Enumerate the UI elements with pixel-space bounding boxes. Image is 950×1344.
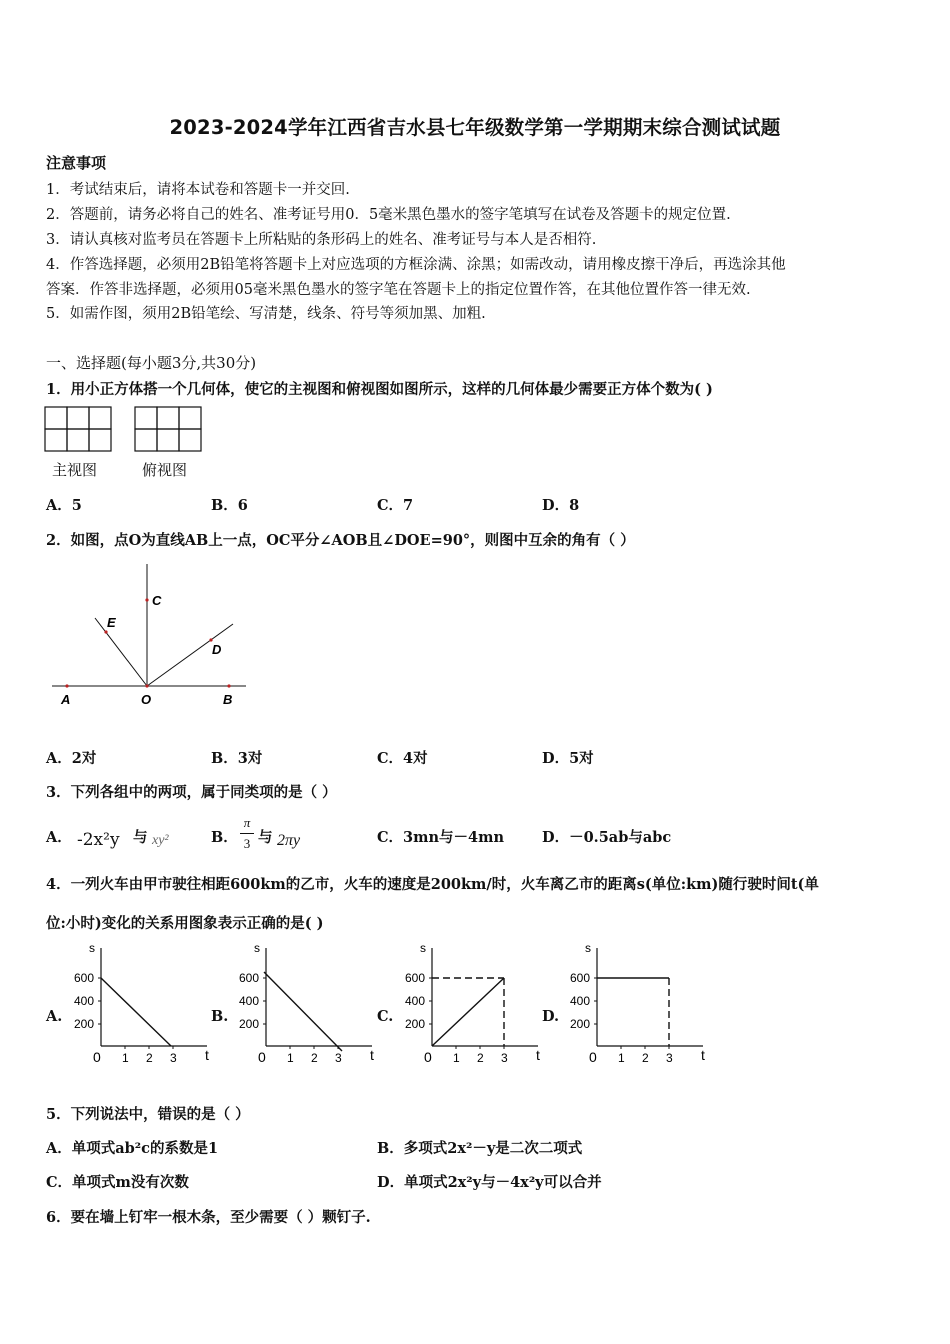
axis-label-t: t — [701, 1047, 705, 1063]
q2-option-d: D．5对 — [542, 750, 594, 767]
q4-graph-svg-c — [397, 938, 547, 1070]
y-tick-label: 400 — [570, 994, 591, 1008]
x-tick-label: 3 — [666, 1051, 673, 1065]
x-tick-label: 3 — [170, 1051, 177, 1065]
q2-option-b: B．3对 — [211, 750, 263, 767]
axis-label-s: s — [89, 941, 95, 955]
x-tick-label: 1 — [618, 1051, 625, 1065]
q3-option-d: D．－0.5ab与abc — [542, 829, 672, 846]
label-b: B — [223, 692, 233, 707]
notice-line: 1．考试结束后，请将本试卷和答题卡一并交回. — [46, 182, 350, 198]
x-tick-label: 2 — [311, 1051, 318, 1065]
y-tick-label: 200 — [239, 1017, 260, 1031]
caption-front-view: 主视图 — [52, 461, 98, 479]
x-tick-label: 2 — [477, 1051, 484, 1065]
y-tick-label: 600 — [239, 971, 260, 985]
notice-line: 4．作答选择题，必须用2B铅笔将答题卡上对应选项的方框涂满、涂黑；如需改动，请用橡皮擦干净后，再选涂其他 — [46, 257, 786, 273]
question-3-text: 3．下列各组中的两项，属于同类项的是（ ） — [46, 784, 337, 801]
x-tick-label: 0 — [93, 1049, 101, 1065]
label-o: O — [141, 692, 152, 707]
section-heading: 一、选择题(每小题3分,共30分) — [46, 354, 257, 372]
q5-option-c: C．单项式m没有次数 — [46, 1174, 189, 1191]
q3-option-b-conj: 与 — [258, 829, 273, 846]
graph-line — [432, 978, 504, 1046]
x-tick-label: 2 — [146, 1051, 153, 1065]
x-tick-label: 3 — [335, 1051, 342, 1065]
x-tick-label: 0 — [258, 1049, 266, 1065]
q3-option-b-fraction-bar — [240, 833, 254, 834]
point-a — [65, 684, 68, 687]
q1-option-a: A．5 — [46, 497, 82, 514]
q2-angle-figure — [40, 560, 260, 715]
q2-option-c: C．4对 — [377, 750, 428, 767]
x-tick-label: 1 — [287, 1051, 294, 1065]
q3-option-b-label: B． — [211, 829, 238, 846]
x-tick-label: 1 — [122, 1051, 129, 1065]
y-tick-label: 200 — [74, 1017, 95, 1031]
q1-view-figures — [44, 406, 204, 456]
point-o — [145, 684, 148, 687]
y-tick-label: 400 — [405, 994, 426, 1008]
point-c — [145, 598, 148, 601]
graph-line — [101, 978, 171, 1046]
q3-option-c: C．3mn与－4mn — [377, 829, 504, 846]
axis-label-t: t — [205, 1047, 209, 1063]
q4-graph-letter-d: D. — [542, 1008, 560, 1025]
q4-graph-svg-d — [562, 938, 712, 1070]
notice-line: 答案．作答非选择题，必须用05毫米黑色墨水的签字笔在答题卡上的指定位置作答，在其他位置作答一律无效. — [46, 282, 751, 298]
y-tick-label: 400 — [74, 994, 95, 1008]
q3-option-a-expr1: -2x²y — [77, 830, 120, 850]
q4-graph-letter-a: A. — [46, 1008, 63, 1025]
label-a: A — [61, 692, 71, 707]
label-d: D — [212, 642, 222, 657]
graph-line — [264, 972, 342, 1051]
q2-option-a: A．2对 — [46, 750, 97, 767]
top-view-grid — [135, 407, 201, 451]
front-view-grid — [45, 407, 111, 451]
q1-option-b: B．6 — [211, 497, 248, 514]
point-b — [227, 684, 230, 687]
y-tick-label: 200 — [570, 1017, 591, 1031]
y-tick-label: 200 — [405, 1017, 426, 1031]
axis-label-t: t — [536, 1047, 540, 1063]
axis-label-s: s — [254, 941, 260, 955]
x-tick-label: 1 — [453, 1051, 460, 1065]
q5-option-d: D．单项式2x²y与－4x²y可以合并 — [377, 1174, 602, 1191]
x-tick-label: 2 — [642, 1051, 649, 1065]
question-1-text: 1．用小正方体搭一个几何体，使它的主视图和俯视图如图所示，这样的几何体最少需要正方体个数为( ) — [46, 381, 713, 398]
q5-option-b: B．多项式2x²－y是二次二项式 — [377, 1140, 583, 1157]
axis-label-s: s — [585, 941, 591, 955]
question-6-text: 6．要在墙上钉牢一根木条，至少需要（ ）颗钉子. — [46, 1209, 371, 1226]
axis-label-s: s — [420, 941, 426, 955]
q4-graph-letter-b: B. — [211, 1008, 229, 1025]
q3-option-b-expr2: 2πy — [277, 832, 301, 849]
q3-option-b-numerator: π — [243, 815, 251, 830]
question-4-line-2: 位:小时)变化的关系用图象表示正确的是( ) — [46, 915, 324, 932]
question-4-line-1: 4．一列火车由甲市驶往相距600km的乙市，火车的速度是200km/时，火车离乙市的距离s(单位:km)随行驶时间t(单 — [46, 876, 819, 893]
y-tick-label: 600 — [405, 971, 426, 985]
y-tick-label: 600 — [570, 971, 591, 985]
q5-option-a: A．单项式ab²c的系数是1 — [46, 1140, 219, 1157]
x-tick-label: 0 — [589, 1049, 597, 1065]
x-tick-label: 0 — [424, 1049, 432, 1065]
q3-option-b-denominator: 3 — [243, 836, 251, 851]
q3-option-a-expr2: xy² — [152, 833, 169, 848]
y-tick-label: 600 — [74, 971, 95, 985]
q4-graph-letter-c: C. — [377, 1008, 394, 1025]
x-tick-label: 3 — [501, 1051, 508, 1065]
y-tick-label: 400 — [239, 994, 260, 1008]
q1-option-d: D．8 — [542, 497, 580, 514]
q4-graph-svg-a — [66, 938, 216, 1070]
caption-top-view: 俯视图 — [142, 461, 188, 479]
question-5-text: 5．下列说法中，错误的是（ ） — [46, 1106, 250, 1123]
point-e — [104, 630, 107, 633]
question-2-text: 2．如图，点O为直线AB上一点，OC平分∠AOB且∠DOE=90°，则图中互余的角有（ ） — [46, 532, 635, 549]
notice-line: 5．如需作图，须用2B铅笔绘、写清楚，线条、符号等须加黑、加粗. — [46, 306, 486, 322]
axis-label-t: t — [370, 1047, 374, 1063]
label-c: C — [152, 593, 162, 608]
notice-line: 2．答题前，请务必将自己的姓名、准考证号用0．5毫米黑色墨水的签字笔填写在试卷及答题卡的规定位置. — [46, 207, 731, 223]
q3-option-a-conj: 与 — [133, 829, 148, 846]
ray-oe — [95, 618, 147, 686]
page-title: 2023-2024学年江西省吉水县七年级数学第一学期期末综合测试试题 — [169, 116, 781, 139]
label-e: E — [107, 615, 116, 630]
q4-graph-svg-b — [231, 938, 381, 1070]
q3-option-a-label: A． — [46, 829, 72, 846]
notice-heading: 注意事项 — [46, 154, 107, 172]
notice-line: 3．请认真核对监考员在答题卡上所粘贴的条形码上的姓名、准考证号与本人是否相符. — [46, 232, 597, 248]
q1-option-c: C．7 — [377, 497, 414, 514]
